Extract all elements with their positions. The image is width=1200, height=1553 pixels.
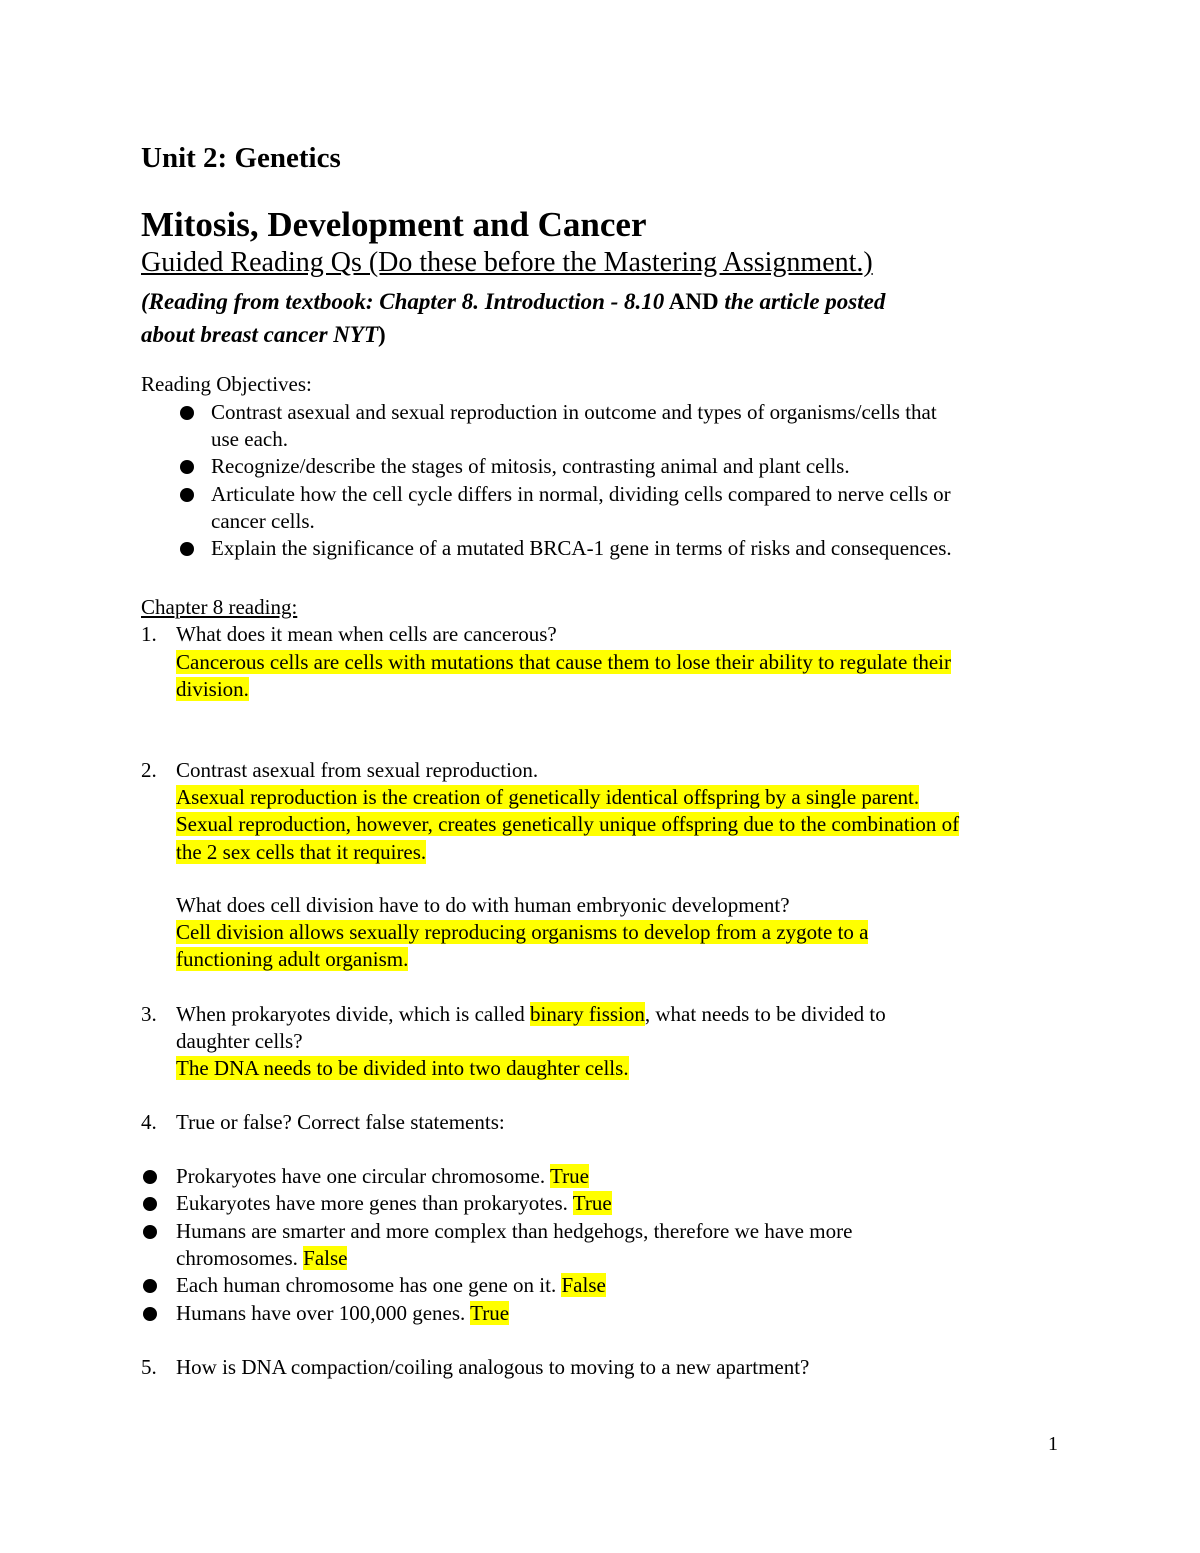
tf-answer: False: [303, 1246, 348, 1270]
answer-line: Sexual reproduction, however, creates genetically unique offspring due to the combination of: [176, 812, 960, 836]
bullet-icon: [180, 406, 194, 420]
question-number: 4.: [141, 1110, 157, 1134]
tf-statement: Eukaryotes have more genes than prokaryotes. True: [176, 1191, 612, 1215]
tf-statement: Each human chromosome has one gene on it. False: [176, 1273, 606, 1297]
bullet-icon: [143, 1225, 157, 1239]
bullet-icon: [143, 1279, 157, 1293]
highlight-term: binary fission: [529, 1002, 645, 1026]
objective-item-cont: use each.: [211, 427, 288, 451]
question-number: 3.: [141, 1002, 157, 1026]
question-number: 1.: [141, 622, 157, 646]
tf-answer: False: [561, 1273, 606, 1297]
reading-note-article: the article posted: [724, 289, 886, 314]
tf-statement: Prokaryotes have one circular chromosome. True: [176, 1164, 589, 1188]
tf-answer: True: [470, 1301, 510, 1325]
question-text: True or false? Correct false statements:: [176, 1110, 505, 1134]
bullet-icon: [180, 542, 194, 556]
answer-line: The DNA needs to be divided into two daughter cells.: [176, 1056, 629, 1080]
answer-line: Cancerous cells are cells with mutations that cause them to lose their ability to regulate their: [176, 650, 952, 674]
tf-statement: Humans are smarter and more complex than hedgehogs, therefore we have more: [176, 1219, 853, 1243]
objective-item: Recognize/describe the stages of mitosis, contrasting animal and plant cells.: [211, 454, 850, 478]
question-text: When prokaryotes divide, which is called binary fission, what needs to be divided to: [176, 1002, 886, 1026]
objective-item-cont: cancer cells.: [211, 509, 315, 533]
page-title: Mitosis, Development and Cancer: [141, 205, 647, 244]
bullet-icon: [180, 460, 194, 474]
question-text: What does cell division have to do with human embryonic development?: [176, 893, 790, 917]
bullet-icon: [180, 488, 194, 502]
question-text: What does it mean when cells are cancerous?: [176, 622, 557, 646]
question-number: 2.: [141, 758, 157, 782]
objective-item: Explain the significance of a mutated BRCA-1 gene in terms of risks and consequences.: [211, 536, 952, 560]
page-number: 1: [1048, 1433, 1058, 1455]
reading-note: (Reading from textbook: Chapter 8. Introduction - 8.10 AND the article posted about breast cancer NYT): [141, 289, 886, 347]
tf-statement-cont: chromosomes. False: [176, 1246, 348, 1270]
answer-line: functioning adult organism.: [176, 947, 409, 971]
answer-line: Asexual reproduction is the creation of genetically identical offspring by a single parent.: [176, 785, 920, 809]
reading-note-textbook: Reading from textbook: Chapter 8. Introduction - 8.10: [148, 289, 665, 314]
answer-line: division.: [176, 677, 249, 701]
answer-line: Cell division allows sexually reproducing organisms to develop from a zygote to a: [176, 920, 869, 944]
tf-statement: Humans have over 100,000 genes. True: [176, 1301, 510, 1325]
bullet-icon: [143, 1307, 157, 1321]
objectives-heading: Reading Objectives:: [141, 372, 312, 396]
chapter-heading: Chapter 8 reading:: [141, 595, 298, 619]
question-text: How is DNA compaction/coiling analogous to moving to a new apartment?: [176, 1355, 810, 1379]
bullet-icon: [143, 1197, 157, 1211]
objective-item: Contrast asexual and sexual reproduction in outcome and types of organisms/cells that: [211, 400, 937, 424]
question-text: Contrast asexual from sexual reproduction.: [176, 758, 539, 782]
tf-answer: True: [550, 1164, 589, 1188]
subtitle: Guided Reading Qs (Do these before the Mastering Assignment.): [141, 247, 873, 278]
question-number: 5.: [141, 1355, 157, 1379]
unit-title: Unit 2: Genetics: [141, 142, 341, 174]
bullet-icon: [143, 1170, 157, 1184]
objective-item: Articulate how the cell cycle differs in normal, dividing cells compared to nerve cells or: [211, 482, 951, 506]
answer-line: the 2 sex cells that it requires.: [176, 840, 427, 864]
question-text-cont: daughter cells?: [176, 1029, 303, 1053]
tf-answer: True: [572, 1191, 612, 1215]
